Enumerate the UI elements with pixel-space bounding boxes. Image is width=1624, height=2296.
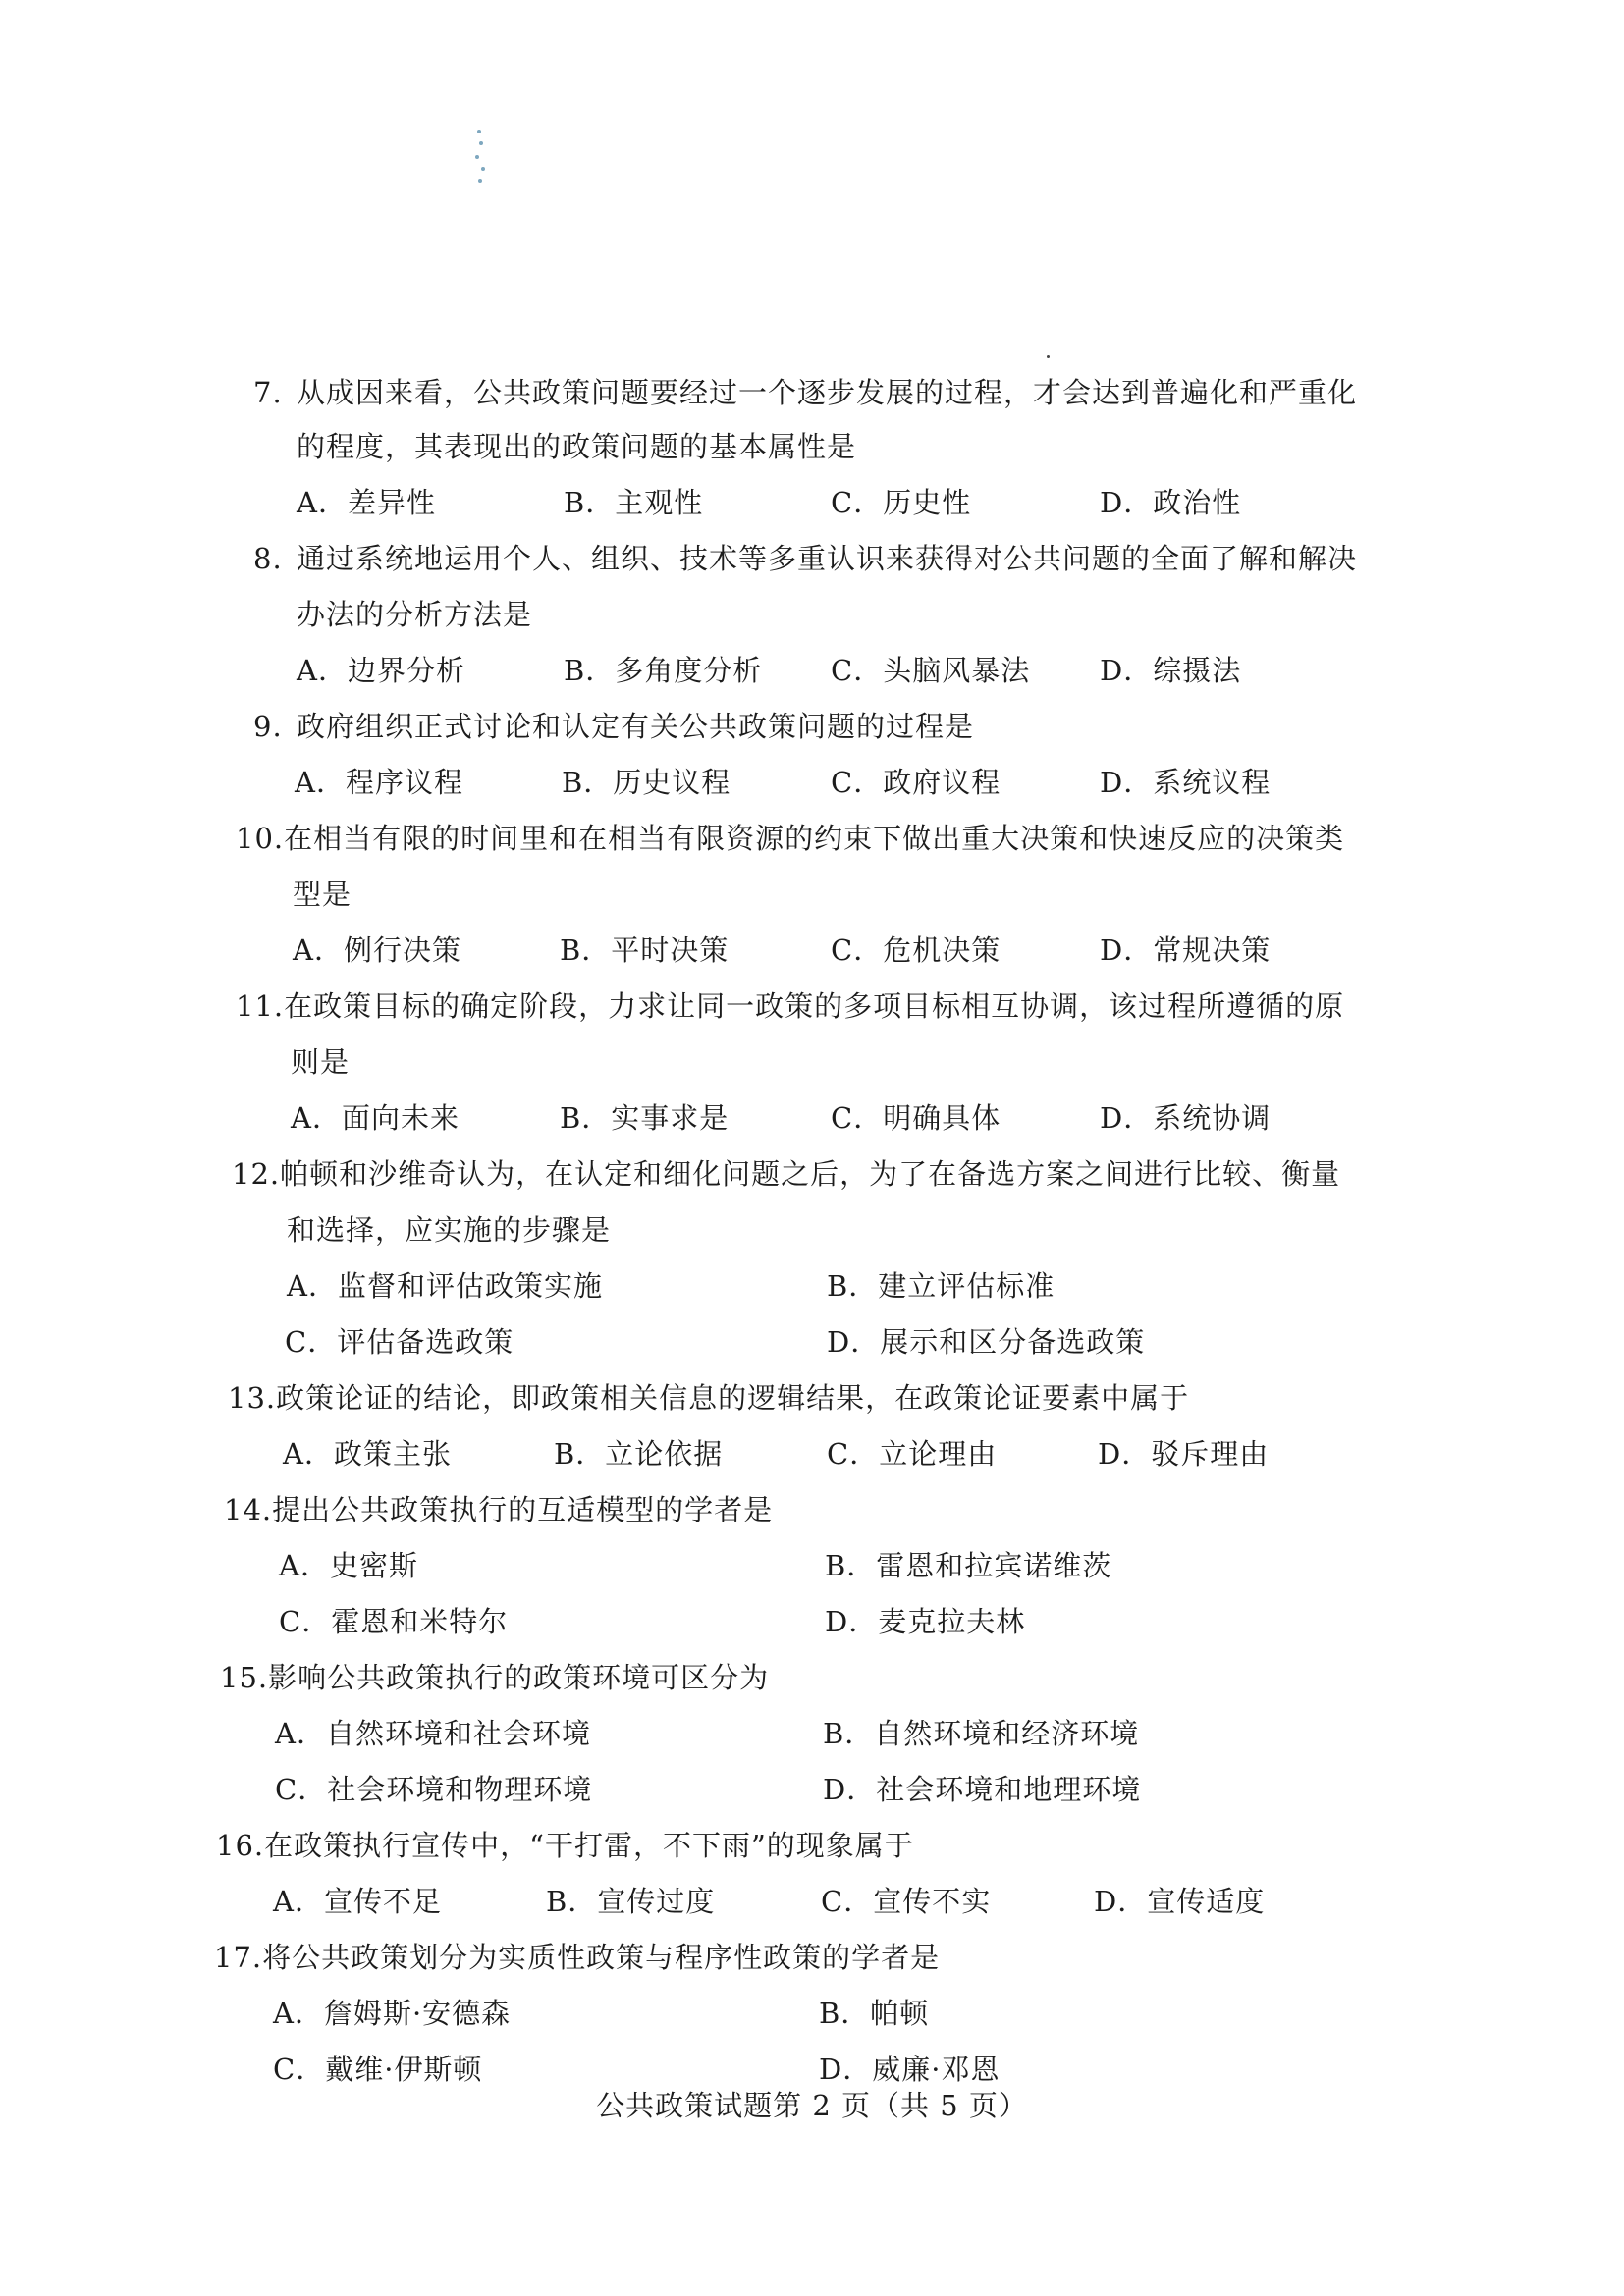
question-text: 政策论证的结论，即政策相关信息的逻辑结果，在政策论证要素中属于 [276,1381,1190,1415]
option-b: B．实事求是 [560,1101,730,1135]
question-number: 7. [253,376,283,409]
option-a: A．程序议程 [295,766,463,799]
option-a: A．差异性 [297,486,436,519]
scan-speck-mark [469,128,489,187]
question-text: 通过系统地运用个人、组织、技术等多重认识来获得对公共问题的全面了解和解决 [297,542,1358,575]
option-d: D．展示和区分备选政策 [827,1325,1146,1359]
option-d: D．常规决策 [1100,934,1272,967]
option-a: A．宣传不足 [273,1885,442,1918]
option-a: A．边界分析 [297,654,465,687]
question-number: 10. [236,822,285,855]
option-b: B．平时决策 [560,934,730,967]
option-c: C．评估备选政策 [285,1325,514,1359]
question-text: 影响公共政策执行的政策环境可区分为 [268,1661,770,1694]
question-9 [253,709,974,744]
option-b: B．自然环境和经济环境 [823,1717,1140,1750]
question-8 [253,541,1357,576]
option-b: B．多角度分析 [564,654,763,687]
option-c: C．政府议程 [831,766,1001,799]
option-a: A．政策主张 [283,1437,452,1470]
question-7 [253,375,1357,410]
option-c: C．立论理由 [827,1437,998,1470]
question-text: 提出公共政策执行的互适模型的学者是 [272,1493,774,1526]
option-c: C．宣传不实 [821,1885,992,1918]
option-d: D．宣传适度 [1094,1885,1266,1918]
option-d: D．麦克拉夫林 [825,1605,1026,1638]
question-number: 17. [214,1941,263,1974]
option-c: C．历史性 [831,486,972,519]
option-a: A．史密斯 [279,1549,418,1582]
question-number: 13. [228,1381,277,1415]
option-b: B．帕顿 [819,1997,930,2030]
page-footer: 公共政策试题第 2 页（共 5 页） [596,2089,1028,2122]
question-13 [228,1380,1189,1415]
question-number: 8. [253,542,283,575]
option-a: A．监督和评估政策实施 [287,1269,603,1303]
option-d: D．系统议程 [1100,766,1272,799]
question-text: 在政策执行宣传中，“干打雷，不下雨”的现象属于 [264,1829,914,1862]
question-text: 帕顿和沙维奇认为，在认定和细化问题之后，为了在备选方案之间进行比较、衡量 [280,1157,1341,1191]
option-c: C．社会环境和物理环境 [275,1773,593,1806]
option-b: B．建立评估标准 [827,1269,1056,1303]
question-11 [236,988,1344,1024]
question-17 [214,1940,940,1975]
option-b: B．雷恩和拉宾诺维茨 [825,1549,1112,1582]
question-10 [236,821,1344,856]
option-d: D．政治性 [1100,486,1242,519]
option-d: D．系统协调 [1100,1101,1272,1135]
question-14 [224,1492,773,1527]
question-15 [220,1660,769,1695]
question-text: 在政策目标的确定阶段，力求让同一政策的多项目标相互协调，该过程所遵循的原 [284,989,1345,1023]
question-text-cont: 则是 [291,1045,351,1079]
option-a: A．自然环境和社会环境 [275,1717,591,1750]
question-number: 12. [232,1157,281,1191]
question-number: 16. [216,1829,265,1862]
option-c: C．霍恩和米特尔 [279,1605,509,1638]
scan-dot [1047,355,1050,358]
question-12 [232,1156,1340,1192]
question-text-cont: 办法的分析方法是 [297,598,533,631]
question-number: 9. [253,710,283,743]
option-c: C．明确具体 [831,1101,1001,1135]
option-b: B．历史议程 [562,766,731,799]
option-d: D．威廉·邓恩 [819,2053,1001,2086]
question-text: 将公共政策划分为实质性政策与程序性政策的学者是 [262,1941,941,1974]
option-b: B．立论依据 [554,1437,724,1470]
option-d: D．综摄法 [1100,654,1242,687]
question-text-cont: 和选择，应实施的步骤是 [287,1213,612,1247]
option-a: A．面向未来 [291,1101,460,1135]
question-text-cont: 的程度，其表现出的政策问题的基本属性是 [297,430,857,463]
question-text-cont: 型是 [293,878,352,911]
option-b: B．宣传过度 [546,1885,716,1918]
question-text: 政府组织正式讨论和认定有关公共政策问题的过程是 [297,710,975,743]
option-d: D．社会环境和地理环境 [823,1773,1142,1806]
option-c: C．危机决策 [831,934,1001,967]
option-b: B．主观性 [564,486,704,519]
question-number: 15. [220,1661,269,1694]
question-number: 14. [224,1493,273,1526]
question-text: 从成因来看，公共政策问题要经过一个逐步发展的过程，才会达到普遍化和严重化 [297,376,1358,409]
option-c: C．头脑风暴法 [831,654,1031,687]
option-c: C．戴维·伊斯顿 [273,2053,483,2086]
option-a: A．詹姆斯·安德森 [273,1997,512,2030]
question-number: 11. [236,989,285,1023]
option-a: A．例行决策 [293,934,461,967]
question-16 [216,1828,914,1863]
option-d: D．驳斥理由 [1098,1437,1270,1470]
question-text: 在相当有限的时间里和在相当有限资源的约束下做出重大决策和快速反应的决策类 [284,822,1345,855]
